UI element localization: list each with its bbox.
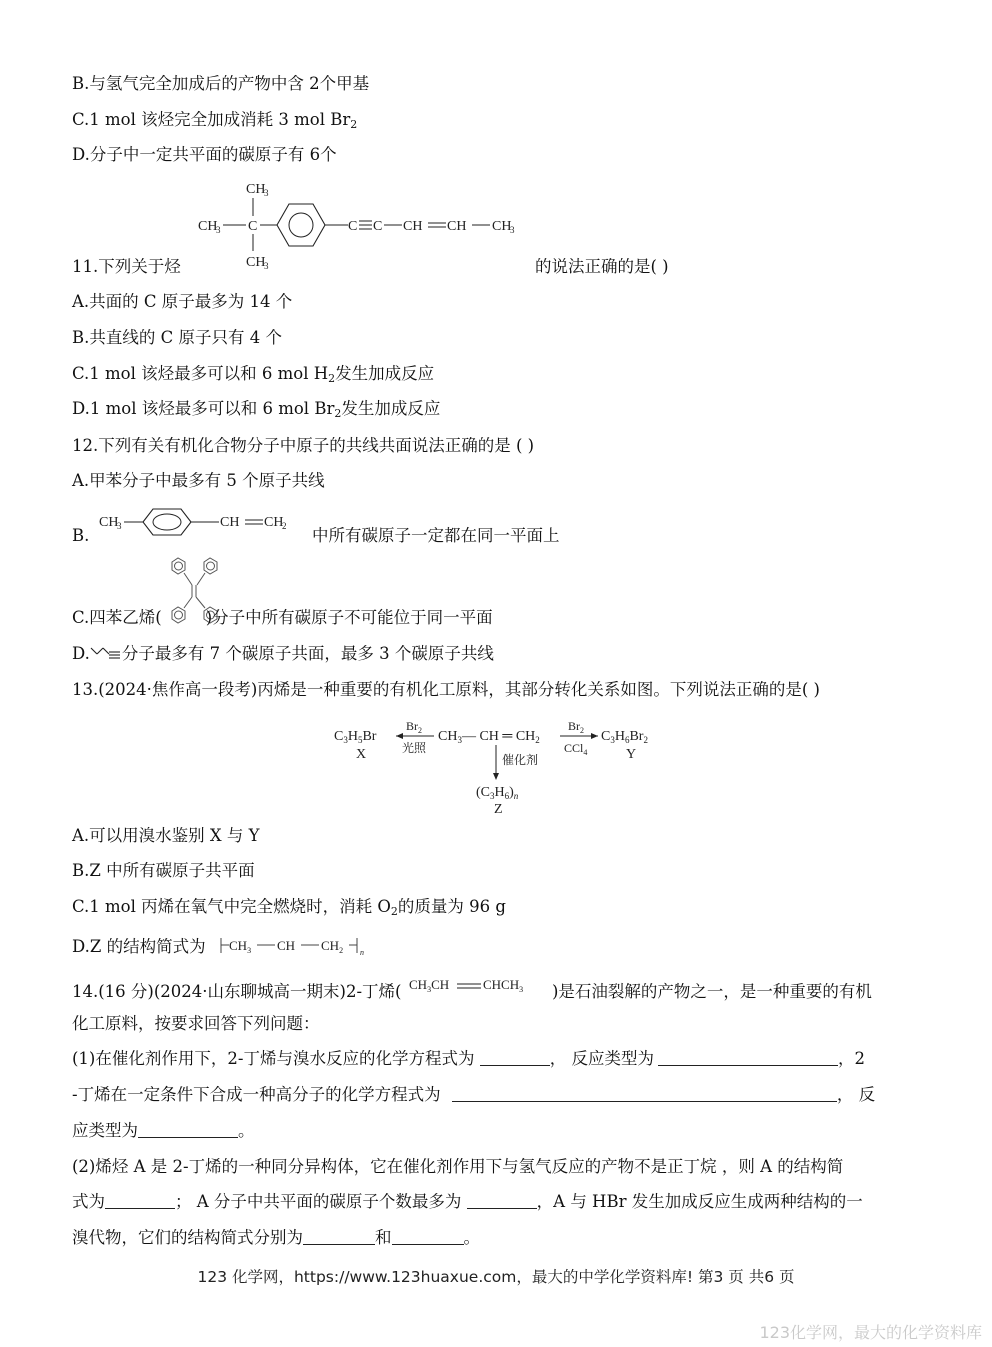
q13-reaction-scheme bbox=[330, 712, 670, 842]
svg-text:催化剂: 催化剂 bbox=[502, 753, 539, 767]
answer-blank[interactable] bbox=[658, 1050, 838, 1066]
q14-line1: 14.(16 分)(2024·山东聊城高一期末)2-丁烯( $CH_3CH$ $CHCH_3$ )是石油裂解的产物之一，是一种重要的有机 bbox=[72, 977, 872, 1001]
q13-option-b: B.Z 中所有碳原子共平面 bbox=[72, 861, 255, 880]
q12-option-a: A.甲苯分子中最多有 5 个原子共线 bbox=[72, 471, 325, 490]
q10-option-d: D.分子中一定共平面的碳原子有 6个 bbox=[72, 145, 337, 164]
q13-option-a: A.可以用溴水鉴别 X 与 Y bbox=[72, 826, 260, 845]
q11-ch3-bottom: CH bbox=[246, 255, 266, 270]
svg-text:C: C bbox=[348, 219, 358, 234]
q12-d-skeletal-formula bbox=[90, 645, 122, 661]
q11-ch3-left: CH bbox=[198, 219, 218, 234]
q14-part2-line1: (2)烯烃 A 是 2-丁烯的一种同分异构体，它在催化剂作用下与氢气反应的产物不是正丁烷 ，则 A 的结构简 bbox=[72, 1157, 844, 1176]
q13-stem: 13.(2024·焦作高一段考)丙烯是一种重要的有机化工原料，其部分转化关系如图。下列说法正确的是( ) bbox=[72, 680, 820, 699]
q11-quaternary-c: C bbox=[248, 219, 258, 234]
svg-text:CH: CH bbox=[99, 515, 119, 530]
page-footer: 123 化学网，https://www.123huaxue.com，最大的中学化学资料库! 第3 页 共6 页 bbox=[197, 1268, 795, 1286]
svg-text:Br2: $Br_2$ bbox=[568, 719, 584, 735]
svg-text:Br2: $Br_2$ bbox=[406, 719, 422, 735]
svg-text:C3H5Br: $C_3H_5Br$ bbox=[334, 729, 377, 745]
q10-option-b: B.与氢气完全加成后的产物中含 2个甲基 bbox=[72, 74, 370, 93]
answer-blank[interactable] bbox=[105, 1193, 175, 1209]
answer-blank[interactable] bbox=[392, 1229, 464, 1245]
q12-option-b-label: B. bbox=[72, 526, 90, 545]
answer-blank[interactable] bbox=[467, 1193, 537, 1209]
q13-label-z: Z bbox=[494, 802, 503, 817]
svg-text:CH: CH bbox=[276, 938, 295, 953]
q12-b-structure bbox=[96, 505, 306, 541]
svg-text:光照: 光照 bbox=[402, 741, 427, 755]
q10-option-c: C.1 mol 该烃完全加成消耗 3 mol $Br_2$ bbox=[72, 110, 358, 131]
q14-part1-line3: 应类型为 。 bbox=[72, 1121, 255, 1140]
answer-blank[interactable] bbox=[480, 1050, 550, 1066]
svg-text:2: 2 bbox=[282, 521, 287, 531]
answer-blank[interactable] bbox=[303, 1229, 375, 1245]
q14-part1-line1: (1)在催化剂作用下，2-丁烯与溴水反应的化学方程式为 ， 反应类型为 ，2 bbox=[72, 1049, 865, 1068]
q11-stem-end: 的说法正确的是( ) bbox=[535, 257, 669, 276]
svg-text:CH2: $CH_2$ bbox=[320, 938, 343, 955]
watermark: 123化学网，最大的化学资料库 bbox=[759, 1323, 982, 1342]
q14-line2: 化工原料，按要求回答下列问题： bbox=[72, 1014, 320, 1033]
q12-option-d: D. 分子最多有 7 个碳原子共面，最多 3 个碳原子共线 bbox=[72, 644, 494, 663]
q13-label-y: Y bbox=[626, 747, 637, 762]
svg-text:CH: CH bbox=[403, 219, 423, 234]
svg-text:CH: CH bbox=[264, 515, 284, 530]
q12-option-b-text: 中所有碳原子一定都在同一平面上 bbox=[312, 526, 560, 545]
svg-text:CCl4: CCl$_4$ bbox=[564, 741, 588, 757]
svg-text:CH3CH: $CH_3CH$ bbox=[408, 977, 449, 994]
q12-option-c: C.四苯乙烯( )分子中所有碳原子不可能位于同一平面 bbox=[72, 608, 493, 627]
q11-option-c: C.1 mol 该烃最多可以和 6 mol $H_2$发生加成反应 bbox=[72, 364, 435, 385]
q11-option-a: A.共面的 C 原子最多为 14 个 bbox=[72, 292, 293, 311]
svg-text:CH3: $CH_3$ bbox=[228, 938, 251, 955]
q13-option-d: D.Z 的结构简式为 $CH_3$ CH $CH_2$ n bbox=[72, 934, 371, 958]
q14-part2-line2: 式为 ； A 分子中共平面的碳原子个数最多为 ，A 与 HBr 发生加成反应生成两种结构的一 bbox=[72, 1192, 863, 1211]
svg-text:CH: CH bbox=[447, 219, 467, 234]
q12-stem: 12.下列有关有机化合物分子中原子的共线共面说法正确的是 ( ) bbox=[72, 436, 535, 455]
svg-text:CH: CH bbox=[220, 515, 240, 530]
q14-part1-line2: -丁烯在一定条件下合成一种高分子的化学方程式为 ， 反 bbox=[72, 1085, 876, 1104]
q11-option-b: B.共直线的 C 原子只有 4 个 bbox=[72, 328, 282, 347]
q13-option-c: C.1 mol 丙烯在氧气中完全燃烧时，消耗 $O_2$的质量为 96 g bbox=[72, 897, 506, 918]
q14-part2-line3: 溴代物，它们的结构简式分别为 和 。 bbox=[72, 1228, 480, 1247]
answer-blank[interactable] bbox=[452, 1086, 837, 1102]
svg-text:C: C bbox=[373, 219, 383, 234]
svg-text:C3H6Br2: $C_3H_6Br_2$ bbox=[601, 729, 648, 745]
svg-text:(C3H6)n: $(C_3H_6)_n$ bbox=[476, 785, 519, 801]
q11-stem-start: 11.下列关于烃 bbox=[72, 257, 181, 276]
q13-label-x: X bbox=[356, 747, 367, 762]
svg-text:CH3— CH ═ CH2: $CH_3—$ CH ═ $CH_2$ bbox=[438, 729, 540, 745]
svg-text:3: 3 bbox=[216, 225, 221, 235]
q11-ch3-top: CH bbox=[246, 182, 266, 197]
svg-text:3: 3 bbox=[264, 188, 269, 198]
svg-text:3: 3 bbox=[510, 225, 515, 235]
svg-text:n: n bbox=[359, 948, 364, 957]
q11-benzene-ring bbox=[277, 204, 325, 246]
answer-blank[interactable] bbox=[138, 1122, 238, 1138]
q11-structure bbox=[190, 176, 530, 272]
svg-text:CH: CH bbox=[492, 219, 512, 234]
svg-text:3: 3 bbox=[264, 261, 269, 271]
svg-text:CHCH3: $CHCH_3$ bbox=[482, 977, 523, 994]
svg-text:3: 3 bbox=[117, 521, 122, 531]
q14-2-butene-structure bbox=[407, 977, 547, 999]
q13-d-polymer-structure bbox=[211, 934, 371, 958]
q11-option-d: D.1 mol 该烃最多可以和 6 mol $Br_2$发生加成反应 bbox=[72, 399, 441, 420]
